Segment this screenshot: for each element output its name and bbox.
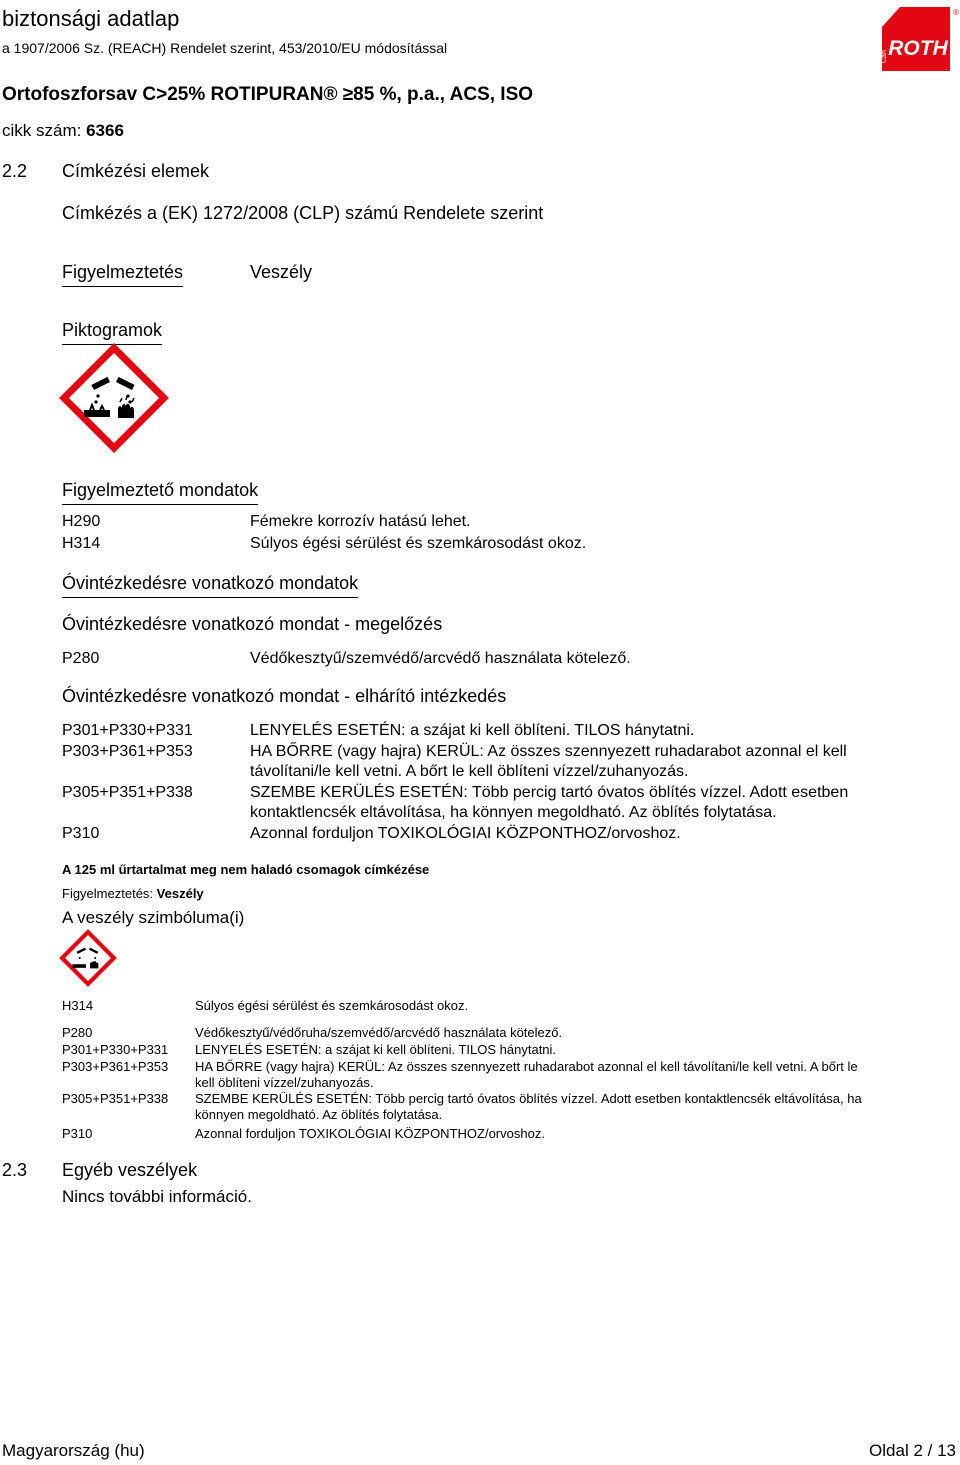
logo-side-text: Carl — [881, 50, 888, 63]
document-title: biztonsági adatlap — [2, 6, 180, 31]
small-text: Súlyos égési sérülést és szemkárosodást okoz. — [195, 998, 469, 1013]
regulation-line: Címkézés a (EK) 1272/2008 (CLP) számú Rendelete szerint — [62, 203, 544, 223]
section-title: Egyéb veszélyek — [62, 1160, 198, 1180]
precautionary-label: Óvintézkedésre vonatkozó mondatok — [62, 573, 358, 598]
response-code: P310 — [62, 825, 100, 842]
response-label: Óvintézkedésre vonatkozó mondat - elhárító intézkedés — [62, 686, 507, 706]
small-text-continued: könnyen megoldható. Az öblítés folytatása. — [195, 1107, 443, 1122]
product-name: Ortofoszforsav C>25% ROTIPURAN® ≥85 %, p.a., ACS, ISO — [2, 84, 534, 105]
small-text: Védőkesztyű/védőruha/szemvédő/arcvédő használata kötelező. — [195, 1025, 563, 1040]
hazard-statements-label: Figyelmeztető mondatok — [62, 480, 258, 505]
section-2-3-text: Nincs további információ. — [62, 1187, 252, 1206]
small-text: LENYELÉS ESETÉN: a szájat ki kell öblíteni. TILOS hánytatni. — [195, 1042, 557, 1057]
section-title: Címkézési elemek — [62, 161, 210, 181]
small-text: HA BŐRRE (vagy hajra) KERÜL: Az összes szennyezett ruhadarabot azonnal el kell távolítani/le kell vetni. A bőrt le — [195, 1059, 858, 1074]
footer-country: Magyarország (hu) — [2, 1441, 145, 1460]
response-text-continued: távolítani/le kell vetni. A bőrt le kell öblíteni vízzel/zuhanyozás. — [250, 763, 689, 780]
logo-registered: ® — [953, 8, 959, 17]
prevention-text: Védőkesztyű/szemvédő/arcvédő használata kötelező. — [250, 650, 631, 667]
small-code: P301+P330+P331 — [62, 1042, 169, 1057]
signal-word-label: Figyelmeztetés — [62, 262, 183, 287]
corrosion-pictogram-small-icon — [60, 930, 116, 986]
hazard-text: Súlyos égési sérülést és szemkárosodást okoz. — [250, 535, 587, 552]
article-label: cikk szám: — [2, 121, 82, 140]
pictograms-label: Piktogramok — [62, 320, 162, 345]
response-text: LENYELÉS ESETÉN: a szájat ki kell öblíteni. TILOS hánytatni. — [250, 722, 695, 739]
response-code: P301+P330+P331 — [62, 722, 193, 739]
response-text: SZEMBE KERÜLÉS ESETÉN: Több percig tartó óvatos öblítés vízzel. Adott esetben — [250, 784, 849, 801]
response-code: P303+P361+P353 — [62, 743, 193, 760]
hazard-code: H290 — [62, 513, 101, 530]
footer-page-number: Oldal 2 / 13 — [869, 1441, 956, 1460]
small-code: P280 — [62, 1025, 93, 1040]
section-number: 2.2 — [2, 161, 28, 181]
section-number: 2.3 — [2, 1160, 28, 1180]
small-code: P305+P351+P338 — [62, 1091, 169, 1106]
small-code: P303+P361+P353 — [62, 1059, 169, 1074]
prevention-label: Óvintézkedésre vonatkozó mondat - megelőzés — [62, 614, 443, 634]
response-code: P305+P351+P338 — [62, 784, 193, 801]
hazard-code: H314 — [62, 535, 101, 552]
small-code: H314 — [62, 998, 94, 1013]
corrosion-pictogram-icon — [60, 344, 168, 452]
small-packaging-title: A 125 ml űrtartalmat meg nem haladó csomagok címkézése — [62, 862, 430, 877]
document-subtitle: a 1907/2006 Sz. (REACH) Rendelet szerint, 453/2010/EU módosítással — [2, 40, 448, 56]
small-signal-prefix: Figyelmeztetés: — [62, 886, 154, 901]
small-code: P310 — [62, 1126, 93, 1141]
roth-logo — [878, 5, 959, 71]
small-signal-word: Veszély — [156, 886, 204, 901]
response-text: Azonnal forduljon TOXIKOLÓGIAI KÖZPONTHOZ/orvoshoz. — [250, 825, 681, 842]
prevention-code: P280 — [62, 650, 100, 667]
article-number-line — [2, 121, 124, 141]
hazard-text: Fémekre korrozív hatású lehet. — [250, 513, 471, 530]
response-text: HA BŐRRE (vagy hajra) KERÜL: Az összes szennyezett ruhadarabot azonnal el kell — [250, 743, 847, 760]
small-text-continued: kell öblíteni vízzel/zuhanyozás. — [195, 1075, 374, 1090]
small-text: Azonnal forduljon TOXIKOLÓGIAI KÖZPONTHOZ/orvoshoz. — [195, 1126, 545, 1141]
response-text-continued: kontaktlencsék eltávolítása, ha könnyen megoldható. Az öblítés folytatása. — [250, 804, 777, 821]
article-number: 6366 — [86, 121, 124, 140]
logo-text: ROTH — [888, 37, 948, 60]
small-packaging-signal — [62, 886, 204, 901]
signal-word: Veszély — [250, 262, 313, 282]
symbols-label: A veszély szimbóluma(i) — [62, 908, 245, 927]
small-text: SZEMBE KERÜLÉS ESETÉN: Több percig tartó óvatos öblítés vízzel. Adott esetben kontaktlencsék eltávolítása, ha — [195, 1091, 862, 1106]
